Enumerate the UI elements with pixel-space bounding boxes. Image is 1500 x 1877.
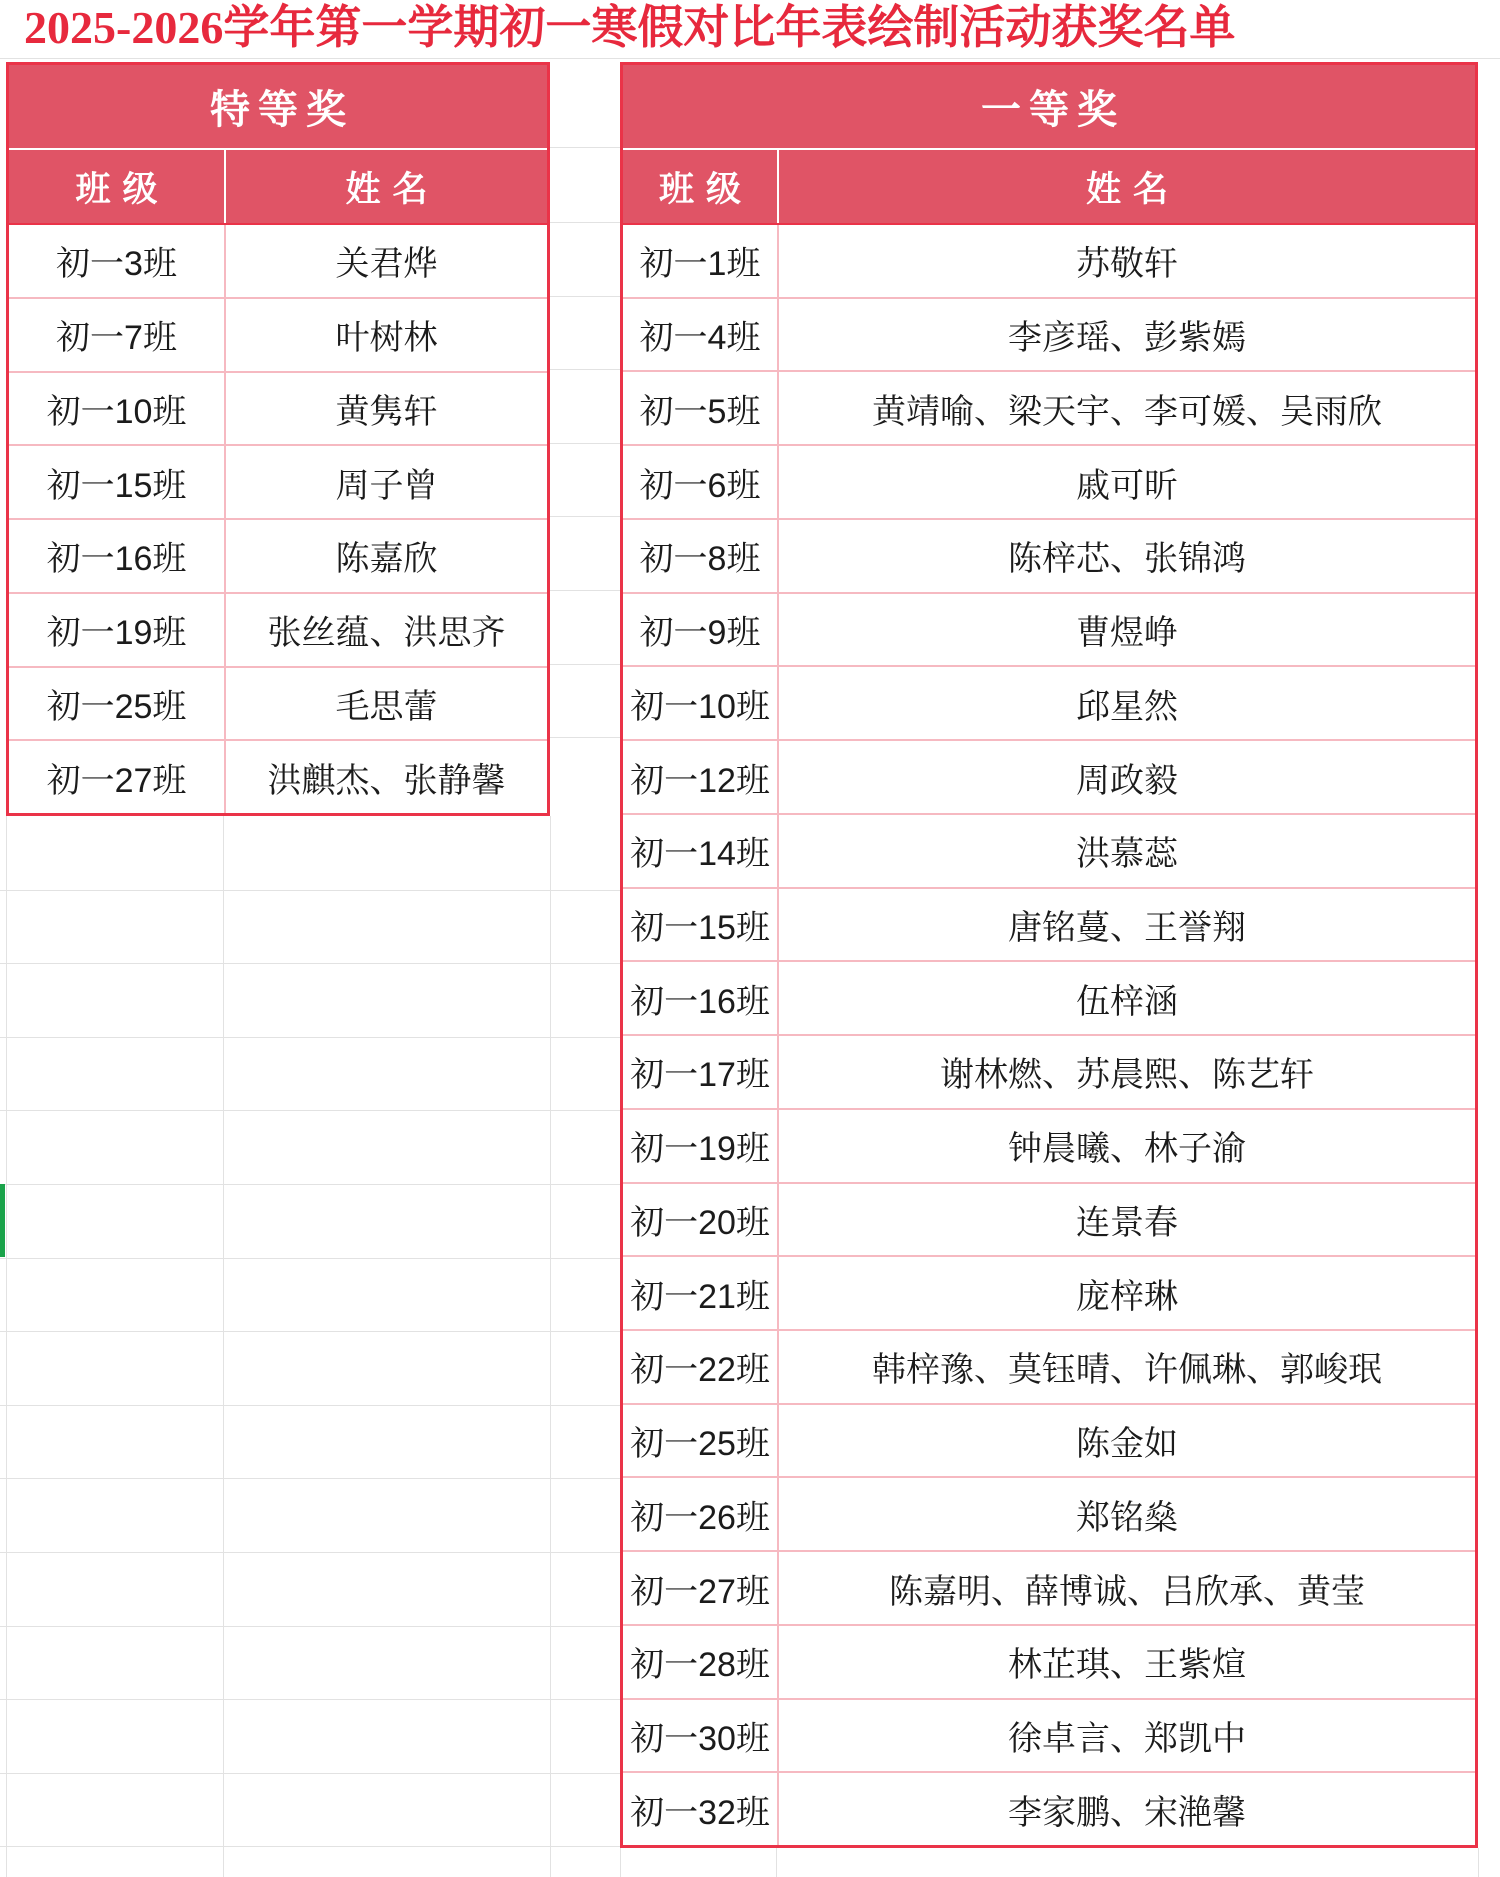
class-cell[interactable]: 初一1班 — [623, 225, 779, 297]
table-row — [623, 889, 1475, 963]
table-row — [9, 741, 547, 813]
class-cell[interactable]: 初一6班 — [623, 446, 779, 518]
name-cell[interactable]: 关君烨 — [335, 245, 438, 284]
name-cell[interactable]: 周子曾 — [335, 466, 438, 505]
award-banner-cell[interactable]: 一等奖 — [623, 65, 1475, 150]
class-cell[interactable]: 初一25班 — [623, 1405, 779, 1477]
first-prize-table — [620, 62, 1478, 1848]
gridline-h — [550, 664, 620, 665]
class-cell[interactable]: 初一25班 — [9, 668, 226, 740]
name-cell[interactable]: 邱星然 — [1076, 687, 1178, 726]
table-row — [623, 520, 1475, 594]
name-cell[interactable]: 韩梓豫、莫钰晴、许佩琳、郭峻珉 — [872, 1351, 1382, 1390]
table-row — [623, 1036, 1475, 1110]
gridline-h — [0, 1846, 620, 1847]
gridline-h — [550, 147, 620, 148]
name-cell[interactable]: 庞梓琳 — [1076, 1277, 1178, 1316]
name-cell[interactable]: 陈嘉欣 — [335, 540, 438, 579]
class-cell[interactable]: 初一16班 — [623, 962, 779, 1034]
table-row — [9, 594, 547, 668]
class-cell[interactable]: 初一22班 — [623, 1331, 779, 1403]
name-cell[interactable]: 周政毅 — [1076, 761, 1178, 800]
gridline-h — [0, 1552, 620, 1553]
page-title: 2025-2026学年第一学期初一寒假对比年表绘制活动获奖名单 — [24, 2, 1236, 53]
table-row — [623, 667, 1475, 741]
class-cell[interactable]: 初一7班 — [9, 299, 226, 371]
special-prize-table — [6, 62, 550, 816]
class-header-cell[interactable]: 班级 — [623, 150, 779, 223]
name-cell[interactable]: 曹煜峥 — [1076, 614, 1178, 653]
class-cell[interactable]: 初一19班 — [623, 1110, 779, 1182]
name-cell[interactable]: 张丝蕴、洪思齐 — [267, 614, 506, 653]
class-cell[interactable]: 初一3班 — [9, 225, 226, 297]
table-row — [623, 1331, 1475, 1405]
class-cell[interactable]: 初一19班 — [9, 594, 226, 666]
name-header-cell[interactable]: 姓名 — [1085, 169, 1180, 209]
class-cell[interactable]: 初一17班 — [623, 1036, 779, 1108]
class-cell[interactable]: 初一14班 — [623, 815, 779, 887]
gridline-h — [0, 1405, 620, 1406]
name-cell[interactable]: 黄靖喻、梁天宇、李可媛、吴雨欣 — [872, 392, 1382, 431]
table-row — [9, 520, 547, 594]
gridline-h — [0, 1478, 620, 1479]
gridline-v — [6, 816, 7, 1877]
name-cell[interactable]: 洪慕蕊 — [1076, 835, 1178, 874]
class-cell[interactable]: 初一9班 — [623, 594, 779, 666]
gridline-v — [550, 816, 551, 1877]
name-cell[interactable]: 唐铭蔓、王誉翔 — [1008, 908, 1246, 947]
table-rows — [623, 225, 1475, 1845]
name-cell[interactable]: 徐卓言、郑凯中 — [1008, 1720, 1246, 1759]
class-cell[interactable]: 初一30班 — [623, 1700, 779, 1772]
name-cell[interactable]: 李家鹏、宋滟馨 — [1008, 1793, 1246, 1832]
name-cell[interactable]: 伍梓涵 — [1076, 982, 1178, 1021]
gridline-h — [550, 516, 620, 517]
gridline-h — [0, 1331, 620, 1332]
table-row — [9, 299, 547, 373]
table-row — [9, 373, 547, 447]
gridline-h — [550, 443, 620, 444]
gridline-v — [776, 1848, 777, 1877]
gridline-h — [550, 222, 620, 223]
table-row — [623, 225, 1475, 299]
gridline-h — [0, 1258, 620, 1259]
table-row — [623, 299, 1475, 373]
table-row — [623, 372, 1475, 446]
table-row — [623, 1700, 1475, 1774]
class-cell[interactable]: 初一12班 — [623, 741, 779, 813]
gridline-h — [0, 1699, 620, 1700]
name-cell[interactable]: 陈金如 — [1076, 1425, 1178, 1464]
class-cell[interactable]: 初一15班 — [9, 446, 226, 518]
name-cell[interactable]: 黄隽轩 — [335, 392, 438, 431]
name-cell[interactable]: 郑铭燊 — [1076, 1498, 1178, 1537]
table-row — [623, 1257, 1475, 1331]
column-header-row — [9, 150, 547, 225]
name-cell[interactable]: 陈嘉明、薛博诚、吕欣承、黄莹 — [889, 1572, 1365, 1611]
class-cell[interactable]: 初一28班 — [623, 1626, 779, 1698]
table-row — [623, 1184, 1475, 1258]
gridline-v — [620, 1848, 621, 1877]
gridline-h — [0, 1037, 620, 1038]
table-row — [9, 446, 547, 520]
gridline-h — [0, 1110, 620, 1111]
table-row — [623, 446, 1475, 520]
gridline-h — [0, 890, 620, 891]
class-cell[interactable]: 初一27班 — [9, 741, 226, 813]
class-cell[interactable]: 初一5班 — [623, 372, 779, 444]
table-row — [623, 1110, 1475, 1184]
class-header-cell[interactable]: 班级 — [9, 150, 226, 223]
table-row — [623, 1626, 1475, 1700]
gridline-h — [550, 369, 620, 370]
gridline-h — [550, 296, 620, 297]
name-cell[interactable]: 叶树林 — [335, 319, 438, 358]
name-cell[interactable]: 毛思蕾 — [335, 687, 438, 726]
table-row — [623, 1552, 1475, 1626]
class-cell[interactable]: 初一32班 — [623, 1773, 779, 1845]
gridline-h — [0, 58, 1500, 59]
class-cell[interactable]: 初一8班 — [623, 520, 779, 592]
class-cell[interactable]: 初一20班 — [623, 1184, 779, 1256]
name-cell[interactable]: 钟晨曦、林子渝 — [1008, 1130, 1246, 1169]
table-row — [623, 594, 1475, 668]
sheet-edge-marker — [0, 1184, 5, 1257]
table-row — [623, 1773, 1475, 1845]
name-cell[interactable]: 谢林燃、苏晨熙、陈艺轩 — [940, 1056, 1314, 1095]
table-row — [623, 962, 1475, 1036]
name-cell[interactable]: 陈梓芯、张锦鸿 — [1008, 540, 1246, 579]
gridline-h — [0, 1773, 620, 1774]
name-cell[interactable]: 苏敬轩 — [1076, 245, 1178, 284]
table-row — [623, 741, 1475, 815]
class-cell[interactable]: 初一10班 — [623, 667, 779, 739]
class-cell[interactable]: 初一4班 — [623, 299, 779, 371]
award-banner-cell[interactable]: 特等奖 — [9, 65, 547, 150]
table-row — [623, 815, 1475, 889]
gridline-h — [0, 1626, 620, 1627]
name-header-cell[interactable]: 姓名 — [345, 169, 440, 209]
gridline-v — [223, 816, 224, 1877]
table-rows — [9, 225, 547, 813]
class-cell[interactable]: 初一10班 — [9, 373, 226, 445]
gridline-h — [0, 1184, 620, 1185]
table-row — [623, 1405, 1475, 1479]
table-row — [9, 668, 547, 742]
class-cell[interactable]: 初一26班 — [623, 1478, 779, 1550]
gridline-h — [0, 963, 620, 964]
gridline-h — [550, 737, 620, 738]
gridline-h — [550, 590, 620, 591]
name-cell[interactable]: 林芷琪、王紫煊 — [1008, 1646, 1246, 1685]
class-cell[interactable]: 初一27班 — [623, 1552, 779, 1624]
class-cell[interactable]: 初一15班 — [623, 889, 779, 961]
gridline-v — [1478, 1848, 1479, 1877]
column-header-row — [623, 150, 1475, 225]
name-cell[interactable]: 连景春 — [1076, 1203, 1178, 1242]
class-cell[interactable]: 初一21班 — [623, 1257, 779, 1329]
name-cell[interactable]: 洪麒杰、张静馨 — [267, 761, 506, 800]
table-row — [623, 1478, 1475, 1552]
class-cell[interactable]: 初一16班 — [9, 520, 226, 592]
name-cell[interactable]: 李彦瑶、彭紫嫣 — [1008, 319, 1246, 358]
table-row — [9, 225, 547, 299]
name-cell[interactable]: 戚可昕 — [1076, 466, 1178, 505]
